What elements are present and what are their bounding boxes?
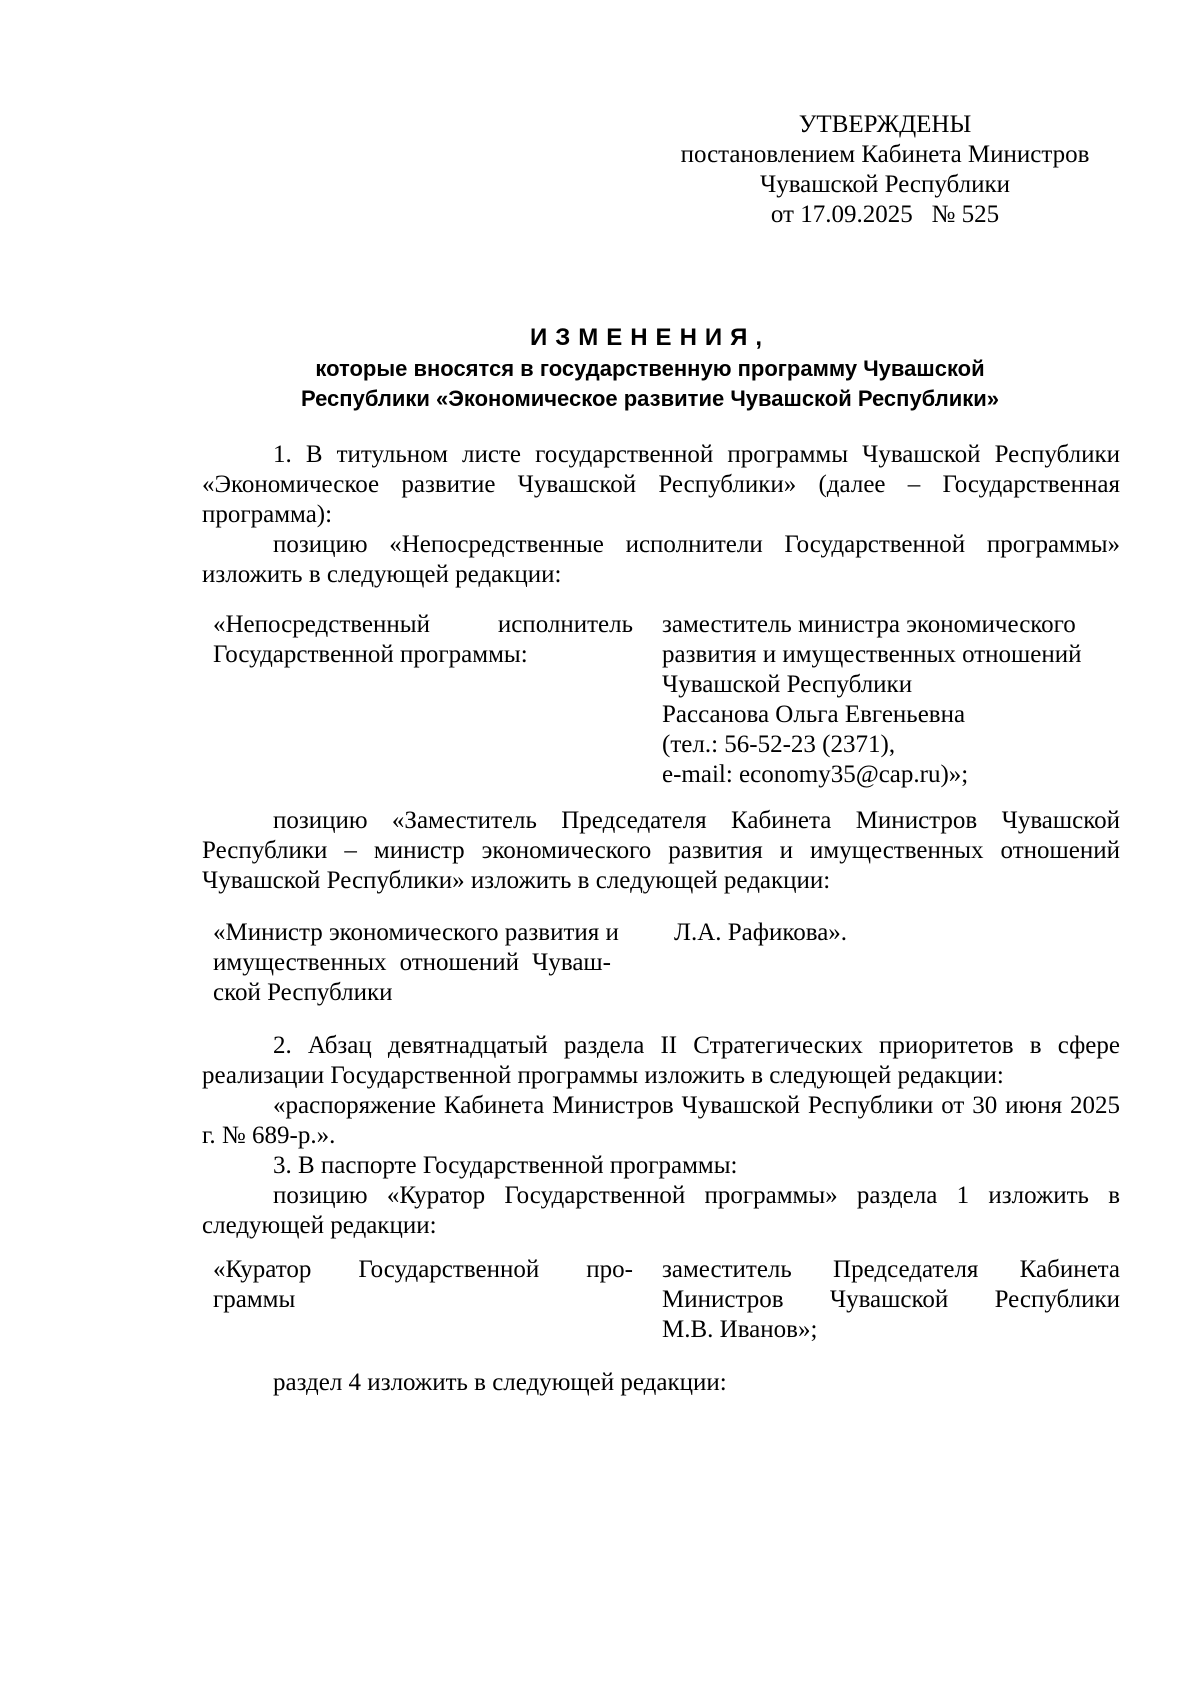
paragraph: 3. В паспорте Государственной программы: xyxy=(273,1152,738,1179)
paragraph: позицию «Заместитель Председателя Кабинета Министров Чувашской Республики – министр экономического развития и имущественных отношений Чувашской Республики» изложить в следующей редакции: xyxy=(202,807,1120,894)
excerpt-1-value-line: e-mail: economy35@cap.ru)»; xyxy=(662,761,969,788)
approval-stamp xyxy=(650,110,1120,230)
document-title xyxy=(180,322,1120,414)
excerpt-3-label-line2: граммы xyxy=(213,1286,296,1313)
approval-resolution: постановлением Кабинета Министров xyxy=(680,141,1090,168)
excerpt-3-label-line1: «Куратор Государственной про- xyxy=(213,1256,633,1283)
paragraph: позицию «Куратор Государственной программы» раздела 1 изложить в следующей редакции: xyxy=(202,1182,1120,1239)
title-subtitle-line1: которые вносятся в государственную программу Чувашской xyxy=(315,356,985,381)
excerpt-1-value-line: развития и имущественных отношений xyxy=(662,641,1082,668)
excerpt-2-label-line2: имущественных отношений Чуваш- xyxy=(213,949,611,976)
section-3 xyxy=(202,1368,1120,1398)
excerpt-1-value-line: заместитель министра экономического xyxy=(662,611,1076,638)
excerpt-1-value-line: (тел.: 56-52-23 (2371), xyxy=(662,731,896,758)
excerpt-2-value xyxy=(674,918,1132,948)
paragraph: раздел 4 изложить в следующей редакции: xyxy=(273,1369,727,1396)
excerpt-1-label xyxy=(213,610,633,670)
paragraph: позицию «Непосредственные исполнители Государственной программы» изложить в следующей редакции: xyxy=(202,531,1120,588)
approval-date-number: от 17.09.2025 № 525 xyxy=(770,201,1000,228)
paragraph: 1. В титульном листе государственной программы Чувашской Республики «Экономическое развитие Чувашской Республики» (далее – Государственная программа): xyxy=(202,441,1120,528)
excerpt-1-value xyxy=(662,610,1120,790)
excerpt-2-label xyxy=(213,918,619,1008)
approval-republic: Чувашской Республики xyxy=(759,171,1011,198)
excerpt-2-label-line1: «Министр экономического развития и xyxy=(213,919,619,946)
title-subtitle-line2: Республики «Экономическое развитие Чувашской Республики» xyxy=(300,386,999,411)
paragraph: «распоряжение Кабинета Министров Чувашской Республики от 30 июня 2025 г. № 689-р.». xyxy=(202,1092,1120,1149)
excerpt-2-signatory: Л.А. Рафикова». xyxy=(674,919,848,946)
excerpt-1-label-line2: Государственной программы: xyxy=(213,641,528,668)
section-1 xyxy=(202,440,1120,590)
section-1-continued xyxy=(202,806,1120,896)
excerpt-3-value-line3: М.В. Иванов»; xyxy=(662,1316,818,1343)
excerpt-3-value-line2: Министров Чувашской Республики xyxy=(662,1286,1120,1313)
excerpt-3-label xyxy=(213,1255,633,1315)
excerpt-2-label-line3: ской Республики xyxy=(213,979,393,1006)
excerpt-1-label-line1: «Непосредственный исполнитель xyxy=(213,611,633,638)
section-2 xyxy=(202,1031,1120,1241)
title-heading: ИЗМЕНЕНИЯ, xyxy=(529,324,771,351)
excerpt-1-value-line: Чувашской Республики xyxy=(662,671,913,698)
approval-title: УТВЕРЖДЕНЫ xyxy=(798,111,972,138)
excerpt-1-value-line: Рассанова Ольга Евгеньевна xyxy=(662,701,966,728)
excerpt-3-value-line1: заместитель Председателя Кабинета xyxy=(662,1256,1120,1283)
paragraph: 2. Абзац девятнадцатый раздела II Стратегических приоритетов в сфере реализации Государственной программы изложить в следующей редакции: xyxy=(202,1032,1120,1089)
excerpt-3-value xyxy=(662,1255,1120,1345)
